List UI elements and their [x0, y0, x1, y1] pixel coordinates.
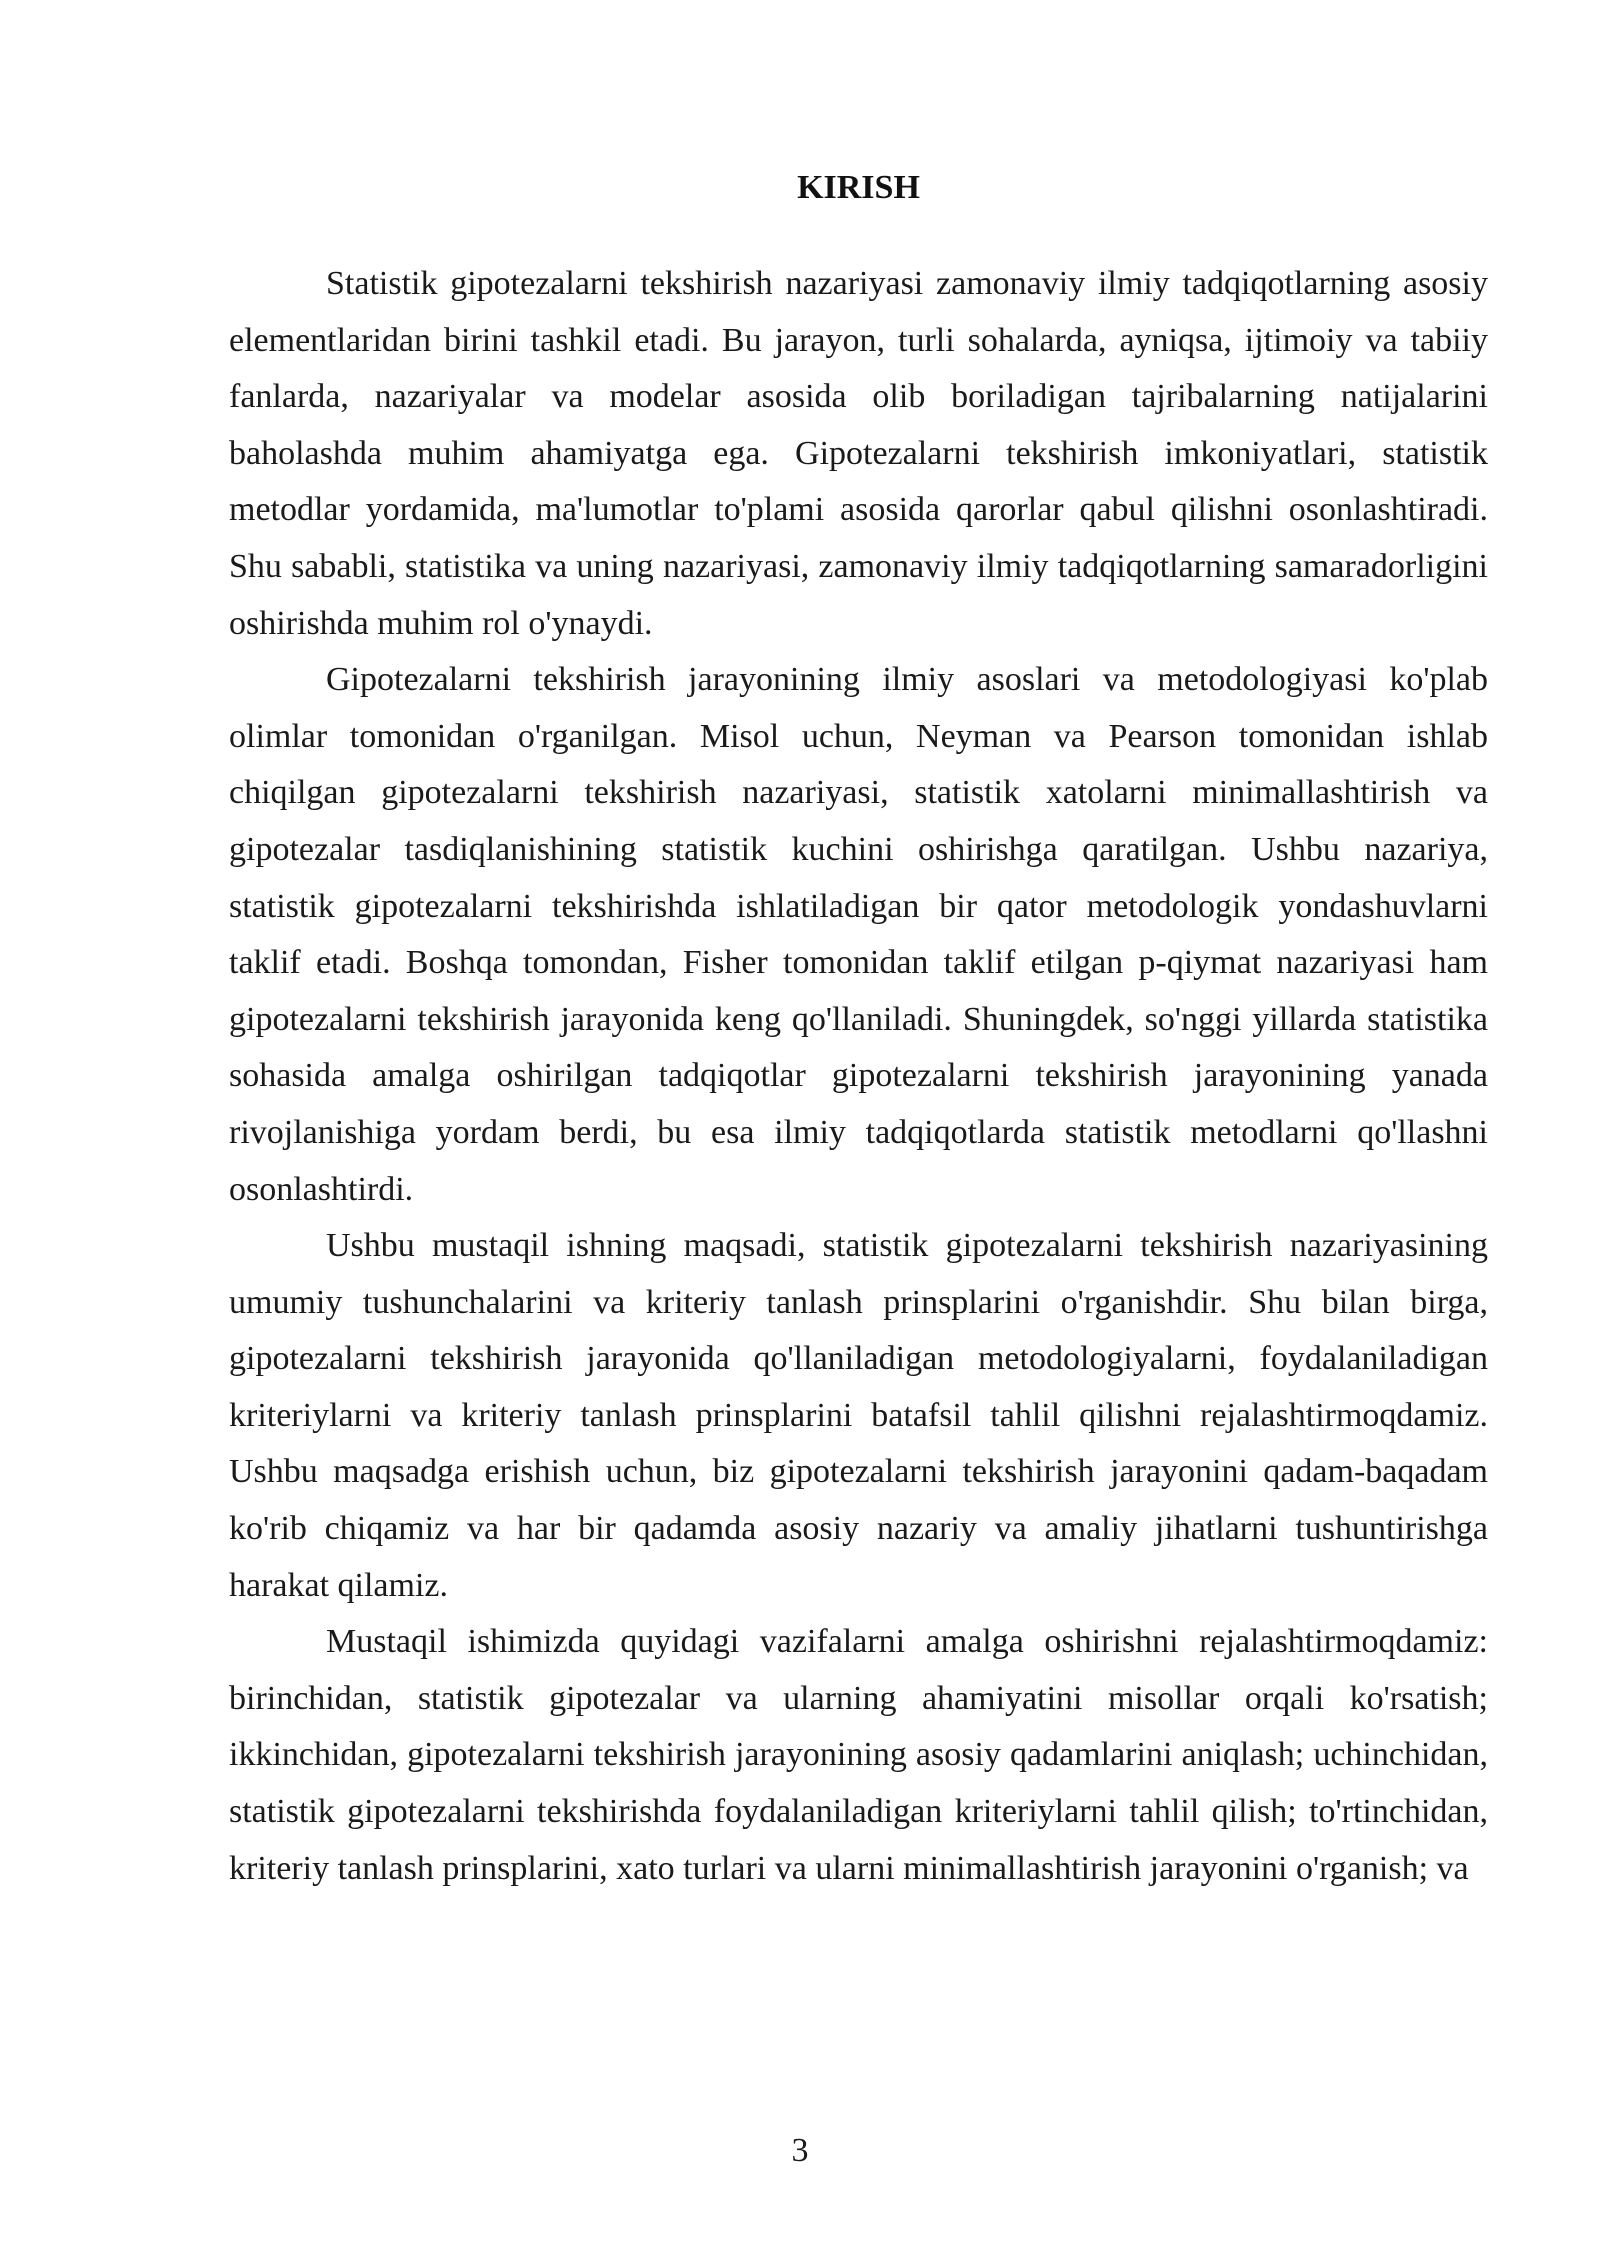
page-content: [229, 160, 1488, 1897]
paragraph-4: Mustaqil ishimizda quyidagi vazifalarni amalga oshirishni rejalashtirmoqdamiz: birinchidan, statistik gipotezalar va ularning ahamiyatini misollar orqali ko'rsatish; ikkinchidan, gipotezalarni tekshirish jarayonining asosiy qadamlarini aniqlash; uchinchidan, statistik gipotezalarni tekshirishda foydalaniladigan kriteriylarni tahlil qilish; to'rtinchidan, kriteriy tanlash prinsplarini, xato turlari va ularni minimallashtirish jarayonini o'rganish; va: [229, 1623, 1488, 1887]
paragraph-3: Ushbu mustaqil ishning maqsadi, statistik gipotezalarni tekshirish nazariyasining umumiy tushunchalarini va kriteriy tanlash prinsplarini o'rganishdir. Shu bilan birga, gipotezalarni tekshirish jarayonida qo'llaniladigan metodologiyalarni, foydalaniladigan kriteriylarni va kriteriy tanlash prinsplarini batafsil tahlil qilishni rejalashtirmoqdamiz. Ushbu maqsadga erishish uchun, biz gipotezalarni tekshirish jarayonini qadam-baqadam ko'rib chiqamiz va har bir qadamda asosiy nazariy va amaliy jihatlarni tushuntirishga harakat qilamiz.: [229, 1227, 1488, 1604]
page-number: 3: [791, 2132, 809, 2169]
paragraph-1: Statistik gipotezalarni tekshirish nazariyasi zamonaviy ilmiy tadqiqotlarning asosiy elementlaridan birini tashkil etadi. Bu jarayon, turli sohalarda, ayniqsa, ijtimoiy va tabiiy fanlarda, nazariyalar va modelar asosida olib boriladigan tajribalarning natijalarini baholashda muhim ahamiyatga ega. Gipotezalarni tekshirish imkoniyatlari, statistik metodlar yordamida, ma'lumotlar to'plami asosida qarorlar qabul qilishni osonlashtiradi. Shu sababli, statistika va uning nazariyasi, zamonaviy ilmiy tadqiqotlarning samaradorligini oshirishda muhim rol o'ynaydi.: [229, 265, 1488, 642]
section-title: KIRISH: [797, 169, 920, 206]
paragraph-2: Gipotezalarni tekshirish jarayonining ilmiy asoslari va metodologiyasi ko'plab olimlar tomonidan o'rganilgan. Misol uchun, Neyman va Pearson tomonidan ishlab chiqilgan gipotezalarni tekshirish nazariyasi, statistik xatolarni minimallashtirish va gipotezalar tasdiqlanishining statistik kuchini oshirishga qaratilgan. Ushbu nazariya, statistik gipotezalarni tekshirishda ishlatiladigan bir qator metodologik yondashuvlarni taklif etadi. Boshqa tomondan, Fisher tomonidan taklif etilgan p-qiymat nazariyasi ham gipotezalarni tekshirish jarayonida keng qo'llaniladi. Shuningdek, so'nggi yillarda statistika sohasida amalga oshirilgan tadqiqotlar gipotezalarni tekshirish jarayonining yanada rivojlanishiga yordam berdi, bu esa ilmiy tadqiqotlarda statistik metodlarni qo'llashni osonlashtirdi.: [229, 661, 1488, 1208]
